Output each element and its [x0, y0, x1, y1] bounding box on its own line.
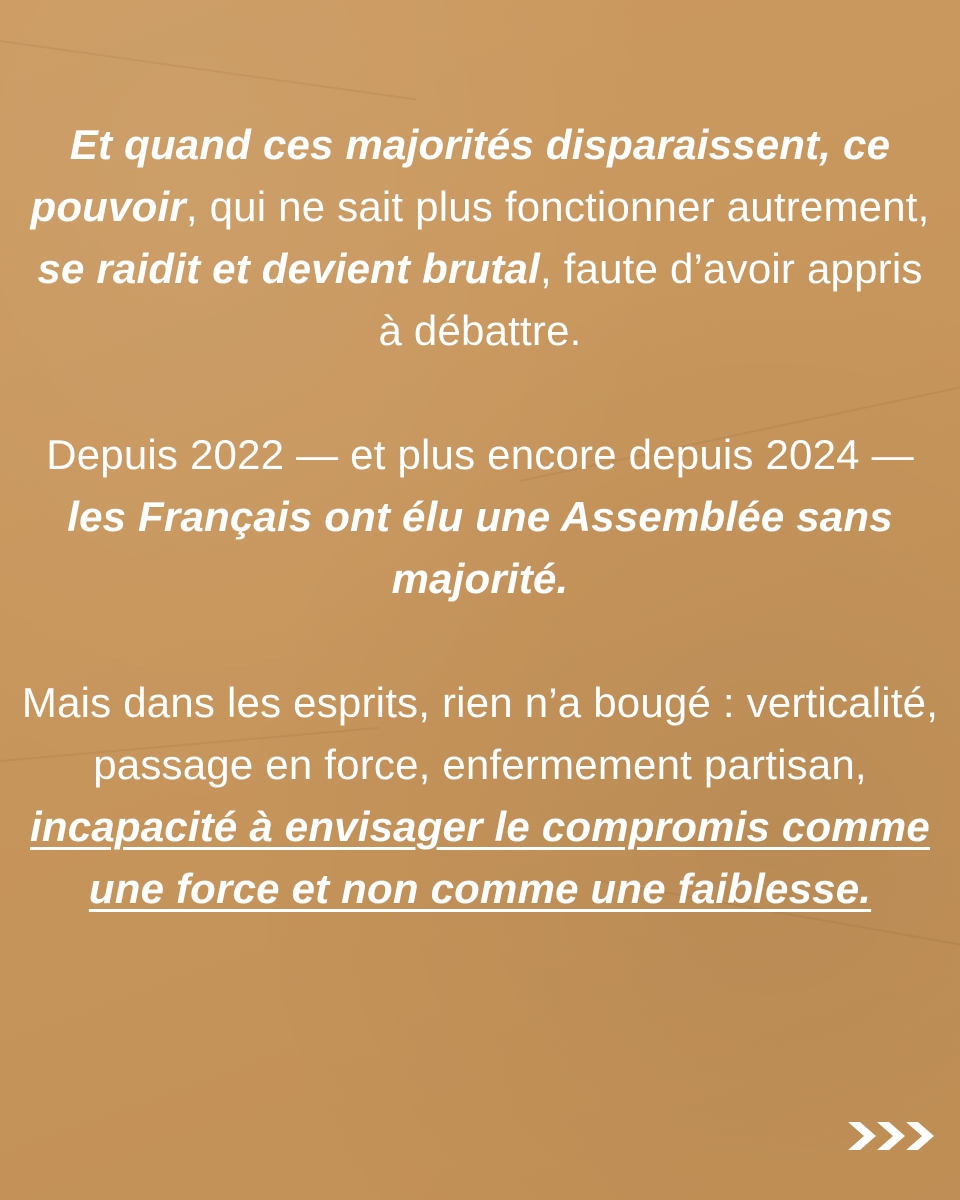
plain-text: , faute d’avoir appris à débattre. — [378, 245, 923, 354]
plain-text: Mais dans les esprits, rien n’a bougé : verticalité, passage en force, enfermement partisan, — [21, 679, 939, 788]
emphasis-text: Et quand ces majorités disparaissent, ce pouvoir — [30, 121, 891, 230]
paragraph-2 — [20, 424, 940, 610]
emphasis-text: se raidit et devient brutal — [37, 245, 540, 292]
next-arrows-svg — [846, 1118, 938, 1154]
plain-text: Depuis 2022 — et plus encore depuis 2024 — — [46, 431, 914, 478]
paragraph-3 — [20, 672, 940, 920]
underlined-emphasis-text: incapacité à envisager le compromis comme une force et non comme une faiblesse. — [30, 803, 930, 912]
paragraph-1 — [20, 114, 940, 362]
emphasis-text: les Français ont élu une Assemblée sans majorité. — [67, 493, 893, 602]
plain-text: , qui ne sait plus fonctionner autrement, — [185, 183, 930, 230]
triple-chevron-right-icon[interactable] — [846, 1118, 938, 1154]
body-text — [20, 114, 940, 920]
